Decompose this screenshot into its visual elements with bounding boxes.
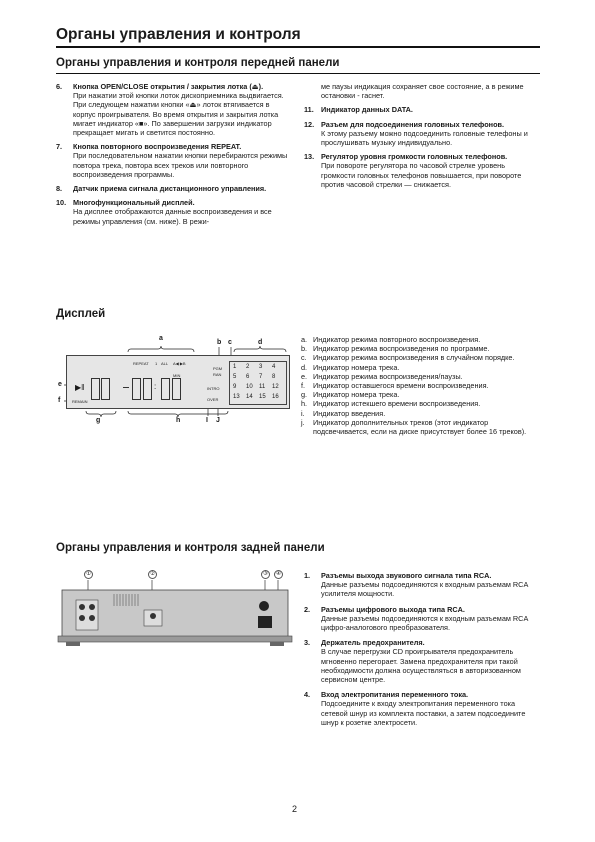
display-panel <box>66 355 290 409</box>
item-title: Разъемы цифрового выхода типа RCA. <box>321 604 465 614</box>
item-title: Вход электропитания переменного тока. <box>321 690 469 700</box>
item-number: 10. <box>56 198 67 208</box>
legend-letter: a. <box>301 335 308 344</box>
legend-letter: j. <box>301 417 305 427</box>
callout-c: c <box>228 339 232 346</box>
legend-text: Индикатор истекшего времени воспроизведения. <box>313 399 481 409</box>
track-grid-number: 5 <box>233 374 237 380</box>
remain-label: REMAIN <box>72 399 88 404</box>
callout-b: b <box>217 339 222 346</box>
legend-letter: b. <box>301 344 308 354</box>
callout-j: J <box>216 417 220 424</box>
legend-text: Индикатор введения. <box>313 408 386 418</box>
pgm-label: PGM <box>213 366 223 371</box>
track-grid-number: 1 <box>233 364 237 370</box>
item-number: 12. <box>304 119 315 129</box>
track-grid-number: 3 <box>259 364 263 370</box>
legend-item <box>301 335 541 344</box>
item-number: 11. <box>304 105 314 115</box>
callout-4: ④ <box>274 570 283 579</box>
legend-letter: f. <box>301 381 306 391</box>
legend-text: Индикатор номера трека. <box>313 390 400 400</box>
item-body: При нажатии этой кнопки лоток дископриемника выдвигается. При следующем нажатии кнопки «⏏» лоток втягивается в корпус проигрывателя. Во время открытия и закрытия лотка мигает индикатор «■». По завершении загрузки индикатор прекращает мигать и светится постоянно. <box>73 91 284 138</box>
item-number: 13. <box>304 152 315 162</box>
callout-e: e <box>58 381 62 388</box>
track-digit <box>101 378 110 400</box>
front-panel-heading: Органы управления и контроля передней панели <box>56 57 340 69</box>
track-grid-number: 10 <box>246 384 253 390</box>
callout-f: f <box>58 397 61 404</box>
item-number: 8. <box>56 184 63 194</box>
rear-item-4 <box>304 690 540 727</box>
callout-i: I <box>206 417 208 424</box>
legend-item <box>301 418 541 436</box>
callout-h: h <box>176 417 181 424</box>
item-number: 3. <box>304 638 311 648</box>
item-title: Регулятор уровня громкости головных телефонов. <box>321 152 508 162</box>
front-panel-rule <box>56 73 540 74</box>
item-body: При повороте регулятора по часовой стрелке уровень громкости головных телефонов повышается, при повороте против часовой стрелки — снижается. <box>321 161 522 189</box>
item-body: В случае перегрузки CD проигрывателя предохранитель мгновенно перегорает. Замена предохранителя при такой необходимости должна осуществляться в авторизованном сервисном центре. <box>321 647 521 685</box>
time-digit <box>143 378 152 400</box>
item-title: Датчик приема сигнала дистанционного управления. <box>73 184 267 194</box>
time-digit <box>161 378 170 400</box>
front-item-11 <box>304 105 540 114</box>
item-title: Многофункциональный дисплей. <box>73 198 195 208</box>
item-title: Индикатор данных DATA. <box>321 105 413 115</box>
page-title: Органы управления и контроля <box>56 26 301 43</box>
item-number: 7. <box>56 142 63 152</box>
title-rule <box>56 46 540 48</box>
page-number: 2 <box>292 804 298 814</box>
callout-a: a <box>159 335 163 342</box>
item-number: 1. <box>304 571 311 580</box>
repeat-ab-label: A◀ ▶B <box>173 361 186 366</box>
track-grid-number: 15 <box>259 394 266 400</box>
item-number: 4. <box>304 690 311 700</box>
legend-letter: e. <box>301 371 308 381</box>
time-digit <box>132 378 141 400</box>
callout-2: ② <box>148 570 157 579</box>
legend-text: Индикатор режима воспроизведения по программе. <box>313 344 490 354</box>
track-grid-number: 7 <box>259 374 263 380</box>
front-item-6 <box>56 82 288 137</box>
item-body: Данные разъемы подсоединяются к входным разъемам RCA цифро-аналогового преобразователя. <box>321 613 528 633</box>
front-item-7 <box>56 142 288 179</box>
front-item-13 <box>304 152 540 189</box>
callout-3: ③ <box>261 570 270 579</box>
track-number-grid <box>229 361 287 405</box>
item-title: Разъем для подсоединения головных телефонов. <box>321 119 505 129</box>
repeat-label: REPEAT <box>133 361 149 366</box>
track-grid-number: 12 <box>272 384 279 390</box>
repeat-one-label: 1 <box>155 361 158 366</box>
rear-item-3 <box>304 638 540 684</box>
track-grid-number: 8 <box>272 374 276 380</box>
track-grid-number: 9 <box>233 384 237 390</box>
callout-d: d <box>258 339 263 346</box>
time-colon: : <box>154 382 157 391</box>
play-pause-icon: ▶‖ <box>75 383 85 392</box>
legend-item <box>301 344 541 353</box>
item-number: 6. <box>56 82 63 91</box>
legend-letter: d. <box>301 362 308 372</box>
legend-letter: i. <box>301 408 305 418</box>
legend-text: Индикатор режима воспроизведения в случайном порядке. <box>313 353 515 363</box>
legend-item <box>301 363 541 372</box>
legend-text: Индикатор режима воспроизведения/паузы. <box>313 371 463 381</box>
legend-item <box>301 399 541 408</box>
time-digit <box>172 378 181 400</box>
rear-panel-diagram <box>56 570 296 650</box>
legend-text: Индикатор оставшегося времени воспроизведения. <box>313 381 489 391</box>
item-title: Кнопка OPEN/CLOSE открытия / закрытия лотка (⏏). <box>73 82 264 91</box>
rear-panel-drawing <box>56 570 296 650</box>
front-item-8 <box>56 184 288 193</box>
callout-1: ① <box>84 570 93 579</box>
front-item-10 <box>56 198 288 226</box>
track-grid-number: 13 <box>233 394 240 400</box>
legend-item <box>301 372 541 381</box>
track-grid-number: 14 <box>246 394 253 400</box>
legend-letter: g. <box>301 390 308 400</box>
front-item-12 <box>304 120 540 148</box>
legend-item <box>301 409 541 418</box>
front-left-column <box>56 82 288 231</box>
over-label: OVER <box>207 397 219 402</box>
track-grid-number: 4 <box>272 364 276 370</box>
track-grid-number: 16 <box>272 394 279 400</box>
front-right-column <box>304 82 540 194</box>
display-diagram <box>56 335 296 435</box>
item-title: Разъемы выхода звукового сигнала типа RCA. <box>321 571 492 580</box>
item-body: На дисплее отображаются данные воспроизведения и все режимы управления (см. ниже). В режи- <box>73 207 272 226</box>
legend-item <box>301 390 541 399</box>
item-body: При последовательном нажатии кнопки перебираются режимы повтора трека, повтора всех треков или повторного воспроизведения программы. <box>73 151 288 179</box>
track-grid-number: 2 <box>246 364 250 370</box>
item-body: Данные разъемы подсоединяются к входным разъемам RCA усилителя мощности. <box>321 580 528 599</box>
legend-letter: c. <box>301 353 307 363</box>
track-digit <box>91 378 100 400</box>
legend-text: Индикатор дополнительных треков (этот индикатор подсвечивается, если на диске присутствует более 16 треков). <box>313 417 527 437</box>
ran-label: RAN <box>213 372 222 377</box>
legend-text: Индикатор режима повторного воспроизведения. <box>313 335 481 344</box>
legend-text: Индикатор номера трека. <box>313 362 400 372</box>
track-grid-number: 11 <box>259 384 266 390</box>
display-legend <box>301 335 541 436</box>
display-heading: Дисплей <box>56 308 106 320</box>
item-number: 2. <box>304 604 311 614</box>
legend-item <box>301 381 541 390</box>
item-title: Держатель предохранителя. <box>321 638 425 648</box>
rear-item-2 <box>304 605 540 633</box>
legend-letter: h. <box>301 399 308 409</box>
item-body: К этому разъему можно подсоединить головные телефоны и прослушивать музыку индивидуально. <box>321 128 528 148</box>
rear-item-1 <box>304 571 540 599</box>
legend-item <box>301 353 541 362</box>
minus-dash <box>123 387 129 388</box>
min-label: MIN <box>173 373 181 378</box>
rear-panel-heading: Органы управления и контроля задней панели <box>56 542 325 554</box>
front-continuation-text: ме паузы индикация сохраняет свое состояние, а в режиме остановки - гаснет. <box>321 82 524 101</box>
repeat-all-label: ALL <box>161 361 169 366</box>
rear-panel-list <box>304 571 540 733</box>
track-grid-number: 6 <box>246 374 250 380</box>
callout-g: g <box>96 417 101 424</box>
item-body: Подсоедините к входу электропитания переменного тока сетевой шнур из комплекта поставки, а затем подсоедините шнур к розетке электросети. <box>321 699 526 727</box>
item-title: Кнопка повторного воспроизведения REPEAT. <box>73 142 242 152</box>
intro-label: INTRO <box>207 386 220 391</box>
